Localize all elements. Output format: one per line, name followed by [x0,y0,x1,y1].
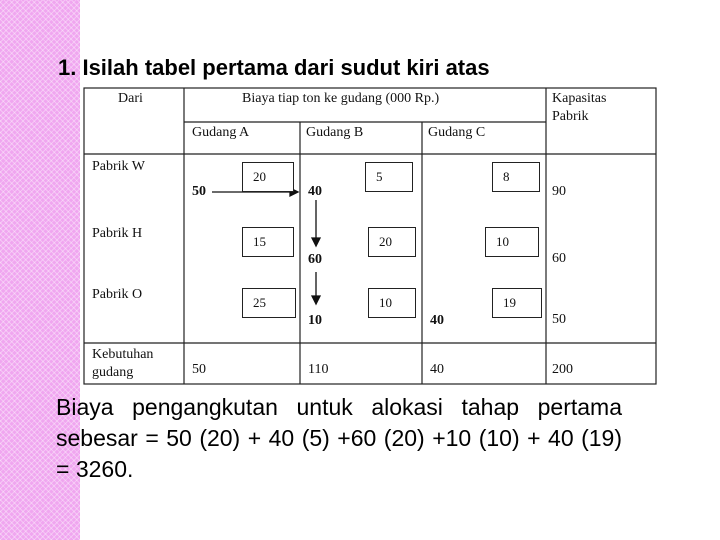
alloc-w-b: 40 [308,184,322,199]
header-cost: Biaya tiap ton ke gudang (000 Rp.) [242,91,440,106]
transport-table [80,86,660,386]
cost-w-c: 8 [492,162,540,192]
header-warehouse-b: Gudang B [306,125,364,140]
header-capacity-line2: Pabrik [552,109,589,124]
row-label-pabrik-o: Pabrik O [92,287,143,302]
header-warehouse-c: Gudang C [428,125,486,140]
demand-a: 50 [192,362,206,377]
alloc-o-c: 40 [430,313,444,328]
alloc-w-a: 50 [192,184,206,199]
demand-label-line2: gudang [92,365,134,380]
cost-o-a: 25 [242,288,296,318]
demand-label-line1: Kebutuhan [92,347,154,362]
capacity-w: 90 [552,184,566,199]
demand-total: 200 [552,362,573,377]
alloc-o-b: 10 [308,313,322,328]
capacity-h: 60 [552,251,566,266]
row-label-pabrik-h: Pabrik H [92,226,143,241]
cost-h-a: 15 [242,227,294,257]
cost-w-b: 5 [365,162,413,192]
header-capacity-line1: Kapasitas [552,91,607,106]
cost-h-c: 10 [485,227,539,257]
demand-c: 40 [430,362,444,377]
slide-heading: 1. Isilah tabel pertama dari sudut kiri atas [58,55,490,80]
cost-h-b: 20 [368,227,416,257]
alloc-h-b: 60 [308,252,322,267]
cost-o-c: 19 [492,288,542,318]
cost-paragraph: Biaya pengangkutan untuk alokasi tahap pertama sebesar = 50 (20) + 40 (5) +60 (20) +10 (10) + 40 (19) = 3260. [56,394,622,482]
demand-b: 110 [308,362,329,377]
cost-w-a: 20 [242,162,294,192]
capacity-o: 50 [552,312,566,327]
row-label-pabrik-w: Pabrik W [92,159,146,174]
cost-o-b: 10 [368,288,416,318]
header-from: Dari [118,91,143,106]
header-warehouse-a: Gudang A [192,125,250,140]
